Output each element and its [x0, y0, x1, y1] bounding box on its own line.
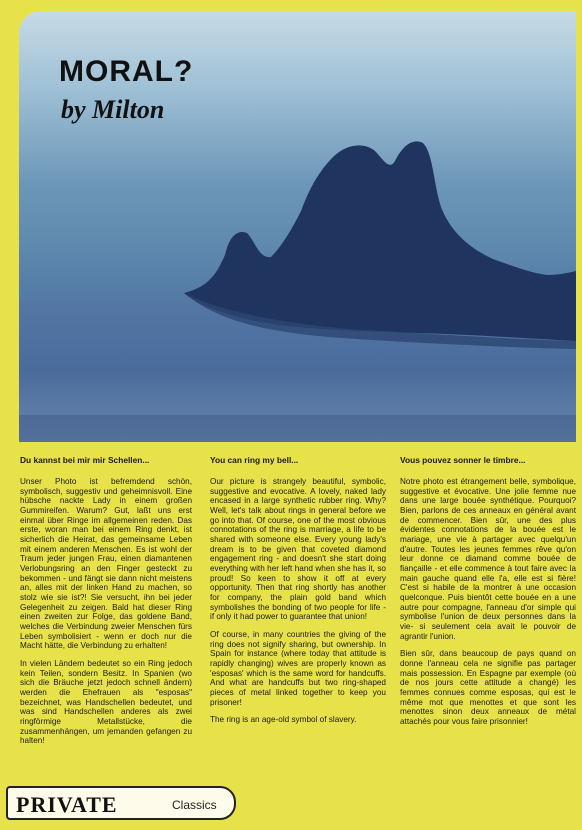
- column-english: [210, 456, 386, 733]
- paragraph: Bien sûr, dans beaucoup de pays quand on donne l'anneau cela ne signifie pas partager mais possession. En Espagne par exemple (où de nos jours cette attitude a changé) les femmes connues comme esposas, qui est le même mot que menottes et que sont les menottes sinon deux anneaux de métal attachés pour vous faire prisonnier!: [400, 649, 576, 727]
- paragraph: Notre photo est étrangement belle, symbolique, suggestive et évocative. Une jolie femme nue dans une large bouée synthétique. Pourquoi? Bien, parlons de ces anneaux en général avant de commencer. Bien sûr, une des plus évidentes connotations de la bouée est le mariage, une vie à partager avec quelqu'un d'autre. Toutes les jeunes femmes rêve qu'on leur donne ce diamand comme bouée de fiançaille - et elle commence à tout faire avec la main gauche quand elle l'a, elle est si fière! C'est si habile de la montrer à une occasion quelconque. Puis bientôt cette bouée en a une autre pour compagne, l'anneau d'or simple qui symbolise l'union de deux personnes dans la vie- si seulement cela avait le pouvoir de agrantir l'union.: [400, 476, 576, 641]
- logo-subtitle: Classics: [172, 798, 217, 812]
- paragraph: The ring is an age-old symbol of slavery.: [210, 715, 357, 725]
- article-byline: by Milton: [61, 95, 165, 124]
- column-heading: You can ring my bell...: [210, 455, 299, 465]
- paragraph: In vielen Ländern bedeutet so ein Ring jedoch kein Teilen, sondern Besitz. In Spanien (wo sich die Bräuche jetzt jedoch schnell ändern) werden die Ehefrauen als "esposas" bezeichnet, was Handschellen bedeutet, und was sind Handschellen anderes als zwei ringförmige Metallstücke, die zusammenhängen, um jemanden gefangen zu halten!: [20, 659, 192, 746]
- article-columns: [20, 456, 576, 786]
- cover-photo: [19, 11, 576, 442]
- column-french: [400, 456, 576, 735]
- publication-logo: [6, 786, 236, 820]
- paragraph: Of course, in many countries the giving of the ring does not signify sharing, but ownership. In Spain for instance (where today that attitude is rapidly changing) wives are properly known as 'esposas' which is the same word for handcuffs. And what are handcuffs but two ring-shaped pieces of metal linked together to keep you prisoner!: [210, 629, 386, 707]
- logo-brand: PRIVATE: [16, 792, 118, 817]
- column-heading: Vous pouvez sonner le timbre...: [400, 455, 526, 465]
- column-heading: Du kannst bei mir mir Schellen...: [20, 455, 150, 465]
- paragraph: Unser Photo ist befremdend schön, symbolisch, suggestiv und geheimnisvoll. Eine hübsche nackte Lady in einem großen Gummireifen. Warum? Gut, laßt uns erst einmal über Ringe im allgemeinen reden. Das erste, woran man bei einem Ring denkt, ist sicherlich die Heirat, das gemeinsame Leben mit einem anderen Menschen. Es ist wohl der Traum jeder jungen Frau, einen diamantenen Verlobungsring an den Finger gesteckt zu bekommen - und fängt sie dann nicht meistens an, alles mit der linken Hand zu machen, so stolz wie sie ist?! Sie versucht, ihn bei jeder Gelegenheit zu zeigen. Bald hat dieser Ring einen zweiten zur Folge, das goldene Band, welches die Verbindung zweier Menschen fürs Leben symbolisiert - wenn er doch nur die Macht hätte, die Verbindung zu erhalten!: [20, 476, 192, 651]
- paragraph: Our picture is strangely beautiful, symbolic, suggestive and evocative. A lovely, naked lady encased in a large synthetic rubber ring. Why? Well, let's talk about rings in general before we go into that. Of course, one of the most obvious connotations of the ring is marriage, a life to be shared with someone else. Every young lady's dream is to be given that coveted diamond engagement ring - and doesn't she start doing everything with her left hand when she has it, so proud! So keen to show it off at every opportunity. Then that ring shortly has another for company, the plain gold band which symbolishes the bonding of two people for life - if only it had power to guarantee that union!: [210, 476, 386, 622]
- column-german: [20, 456, 192, 754]
- article-title: MORAL?: [59, 55, 194, 88]
